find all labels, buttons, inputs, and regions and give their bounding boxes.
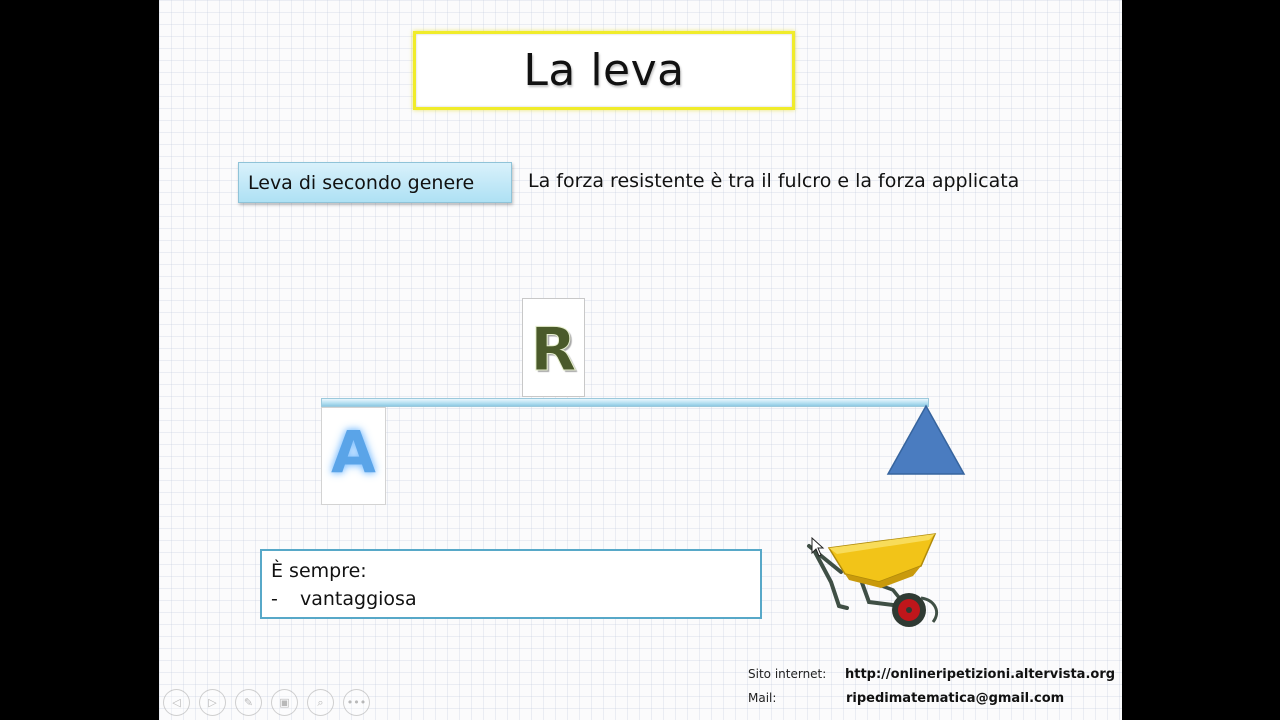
applied-force-letter: A <box>331 418 376 486</box>
resistance-force-letter: R <box>530 314 577 385</box>
slide-title: La leva <box>523 45 685 96</box>
lever-bar <box>321 398 929 407</box>
resistance-force-box <box>522 298 585 397</box>
mail-link[interactable]: ripedimatematica@gmail.com <box>846 691 1065 706</box>
slideshow-controls <box>163 689 370 716</box>
list-item-text: vantaggiosa <box>300 588 417 610</box>
fulcrum-triangle-icon <box>886 404 966 476</box>
zoom-button[interactable] <box>307 689 334 716</box>
lever-description: La forza resistente è tra il fulcro e la forza applicata <box>528 170 1020 192</box>
list-bullet: - <box>271 588 278 610</box>
pen-tool-button[interactable] <box>235 689 262 716</box>
pen-icon: ✎ <box>243 696 254 709</box>
next-slide-button[interactable] <box>199 689 226 716</box>
lever-genre-label-box <box>238 162 512 203</box>
presentation-slide <box>159 0 1122 720</box>
list-item <box>271 585 751 613</box>
arrow-right-icon: ▷ <box>208 696 217 709</box>
title-box <box>413 31 795 110</box>
magnifier-icon: ⌕ <box>317 695 324 709</box>
always-title: È sempre: <box>271 560 367 582</box>
mail-label: Mail: <box>748 691 777 705</box>
more-icon: ••• <box>346 696 367 709</box>
lever-genre-label: Leva di secondo genere <box>248 171 475 194</box>
website-link[interactable]: http://onlineripetizioni.altervista.org <box>845 667 1116 682</box>
always-advantageous-box <box>260 549 762 619</box>
more-options-button[interactable] <box>343 689 370 716</box>
slides-icon: ▣ <box>279 696 290 709</box>
previous-slide-button[interactable] <box>163 689 190 716</box>
arrow-left-icon: ◁ <box>172 696 181 709</box>
website-label: Sito internet: <box>748 667 827 681</box>
mouse-cursor-icon <box>811 537 825 557</box>
slides-overview-button[interactable] <box>271 689 298 716</box>
applied-force-box <box>321 407 386 505</box>
